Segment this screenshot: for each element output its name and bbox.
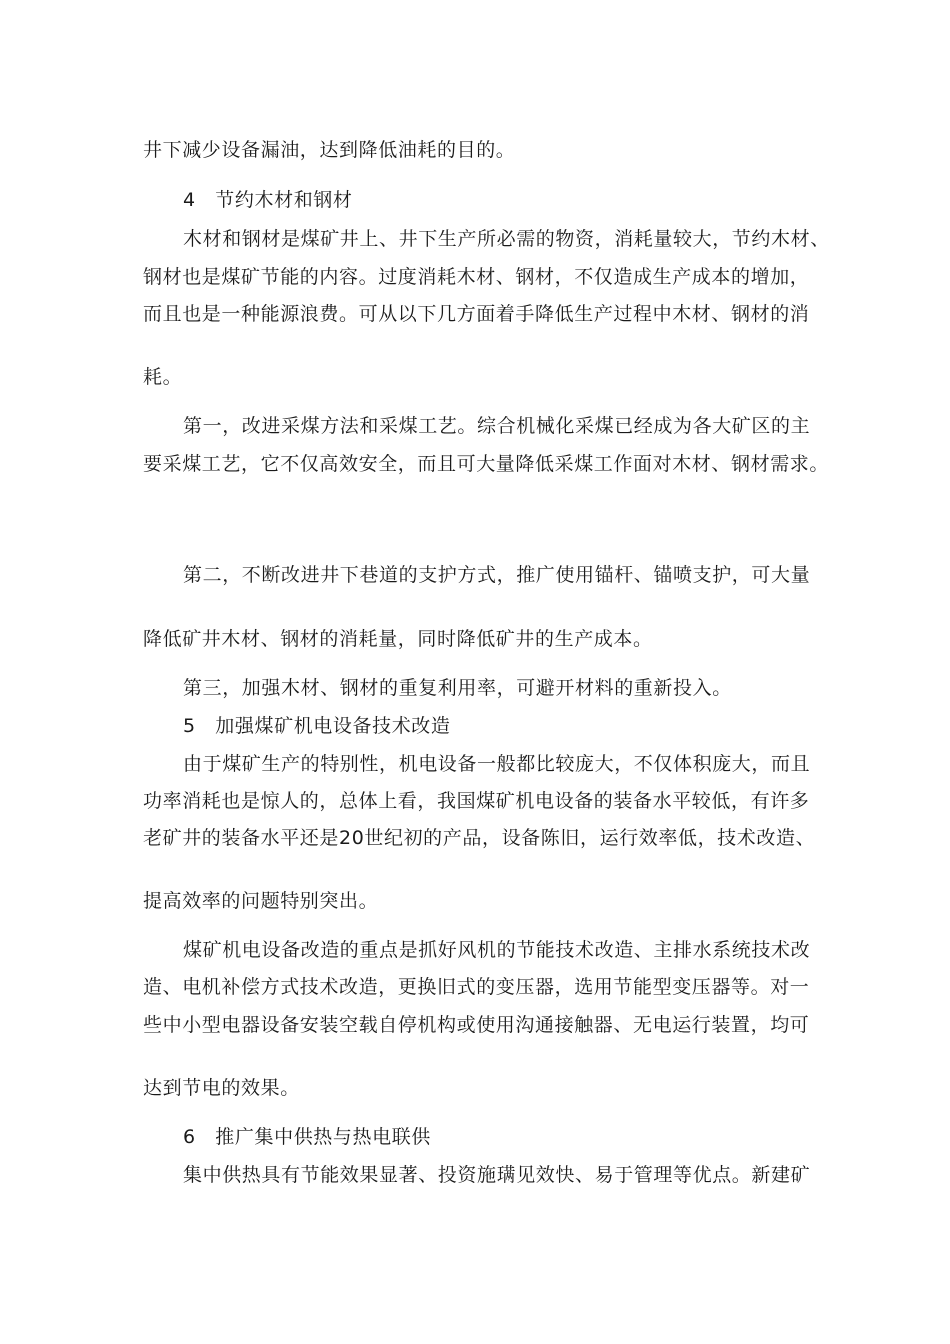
paragraph-line: 造、电机补偿方式技术改造，更换旧式的变压器，选用节能型变压器等。对一 [143, 976, 810, 998]
paragraph-line: 木材和钢材是煤矿井上、井下生产所必需的物资，消耗量较大，节约木材、 [183, 228, 830, 250]
paragraph-line: 由于煤矿生产的特别性，机电设备一般都比较庞大，不仅体积庞大，而且 [183, 753, 811, 775]
paragraph-line: 达到节电的效果。 [143, 1077, 300, 1099]
paragraph-line: 老矿井的装备水平还是20世纪初的产品，设备陈旧，运行效率低，技术改造、 [143, 827, 816, 849]
paragraph-line: 第二，不断改进井下巷道的支护方式，推广使用锚杆、锚喷支护，可大量 [183, 564, 811, 586]
paragraph-line: 第一，改进采煤方法和采煤工艺。综合机械化采煤已经成为各大矿区的主 [183, 415, 811, 437]
paragraph-line: 些中小型电器设备安装空载自停机构或使用沟通接触器、无电运行装置，均可 [143, 1014, 810, 1036]
paragraph-line: 煤矿机电设备改造的重点是抓好风机的节能技术改造、主排水系统技术改 [183, 939, 811, 961]
section-heading: 5 加强煤矿机电设备技术改造 [183, 715, 451, 737]
paragraph-line: 功率消耗也是惊人的，总体上看，我国煤矿机电设备的装备水平较低，有许多 [143, 790, 810, 812]
paragraph-line: 要采煤工艺，它不仅高效安全，而且可大量降低采煤工作面对木材、钢材需求。 [143, 453, 830, 475]
paragraph-line: 第三，加强木材、钢材的重复利用率，可避开材料的重新投入。 [183, 677, 732, 699]
section-heading: 4 节约木材和钢材 [183, 189, 353, 211]
paragraph-line: 井下减少设备漏油，达到降低油耗的目的。 [143, 139, 516, 161]
paragraph-line: 集中供热具有节能效果显著、投资施𫞩见效快、易于管理等优点。新建矿 [183, 1164, 811, 1186]
paragraph-line: 而且也是一种能源浪费。可从以下几方面着手降低生产过程中木材、钢材的消 [143, 303, 810, 325]
paragraph-line: 钢材也是煤矿节能的内容。过度消耗木材、钢材，不仅造成生产成本的增加， [143, 266, 810, 288]
paragraph-line: 降低矿井木材、钢材的消耗量，同时降低矿井的生产成本。 [143, 628, 653, 650]
paragraph-line: 耗。 [143, 366, 183, 388]
paragraph-line: 提高效率的问题特别突出。 [143, 890, 379, 912]
section-heading: 6 推广集中供热与热电联供 [183, 1126, 431, 1148]
